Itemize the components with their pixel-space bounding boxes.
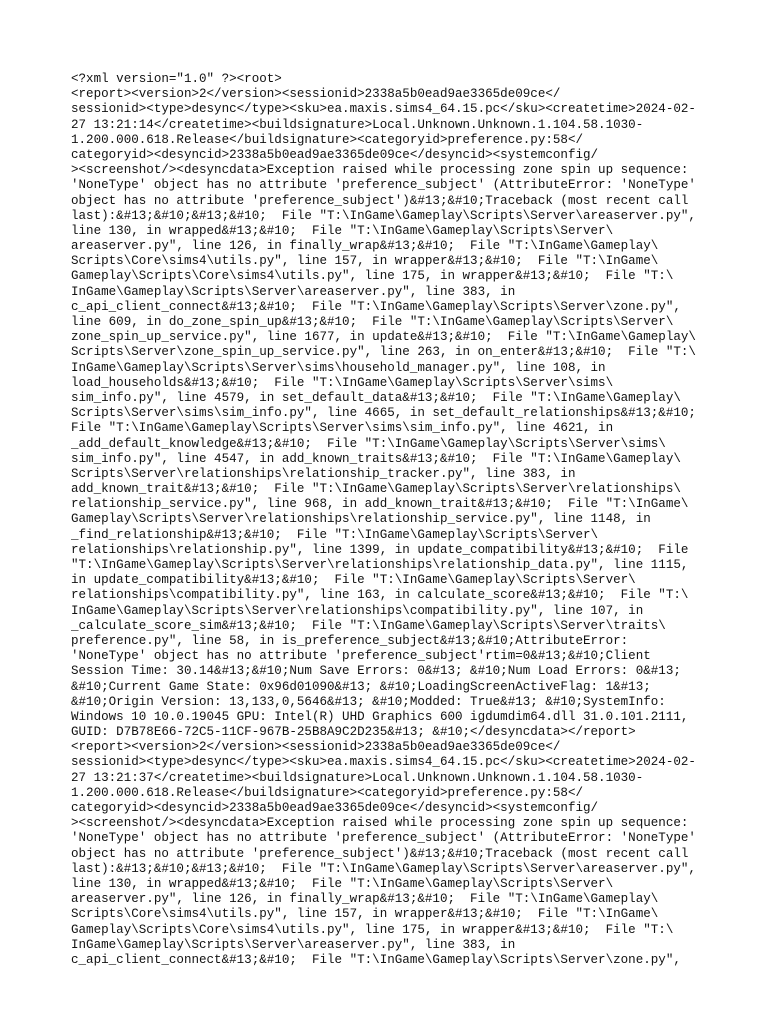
log-line: &#10;Current Game State: 0x96d01090&#13; &#10;LoadingScreenActiveFlag: 1&#13; xyxy=(71,679,651,694)
log-line: line 130, in wrapped&#13;&#10; File "T:\InGame\Gameplay\Scripts\Server\ xyxy=(71,876,614,891)
log-line: last):&#13;&#10;&#13;&#10; File "T:\InGame\Gameplay\Scripts\Server\areaserver.py", xyxy=(71,861,696,876)
log-line: ><screenshot/><desyncdata>Exception raised while processing zone spin up sequence: xyxy=(71,816,689,831)
log-line: relationship_service.py", line 968, in add_known_trait&#13;&#10; File "T:\InGame\ xyxy=(71,497,689,512)
log-line: Scripts\Core\sims4\utils.py", line 157, in wrapper&#13;&#10; File "T:\InGame\ xyxy=(71,254,659,269)
log-line: line 130, in wrapped&#13;&#10; File "T:\InGame\Gameplay\Scripts\Server\ xyxy=(71,223,614,238)
log-line: _find_relationship&#13;&#10; File "T:\InGame\Gameplay\Scripts\Server\ xyxy=(71,527,599,542)
log-line: object has no attribute 'preference_subject')&#13;&#10;Traceback (most recent call xyxy=(71,846,689,861)
log-line: Gameplay\Scripts\Server\relationships\relationship_service.py", line 1148, in xyxy=(71,512,651,527)
log-line: sessionid><type>desync</type><sku>ea.maxis.sims4_64.15.pc</sku><createtime>2024-02- xyxy=(71,755,696,770)
log-line: _add_default_knowledge&#13;&#10; File "T:\InGame\Gameplay\Scripts\Server\sims\ xyxy=(71,436,666,451)
log-line: <report><version>2</version><sessionid>2338a5b0ead9ae3365de09ce</ xyxy=(71,87,561,102)
log-text-block xyxy=(71,72,711,968)
log-line: 'NoneType' object has no attribute 'preference_subject' (AttributeError: 'NoneType' xyxy=(71,178,696,193)
log-line: load_households&#13;&#10; File "T:\InGame\Gameplay\Scripts\Server\sims\ xyxy=(71,375,614,390)
log-line: Gameplay\Scripts\Core\sims4\utils.py", line 175, in wrapper&#13;&#10; File "T:\ xyxy=(71,922,674,937)
log-line: sim_info.py", line 4547, in add_known_traits&#13;&#10; File "T:\InGame\Gameplay\ xyxy=(71,451,681,466)
log-line: 27 13:21:37</createtime><buildsignature>Local.Unknown.Unknown.1.104.58.1030- xyxy=(71,770,644,785)
log-line: File "T:\InGame\Gameplay\Scripts\Server\sims\sim_info.py", line 4621, in xyxy=(71,421,614,436)
log-line: categoryid><desyncid>2338a5b0ead9ae3365de09ce</desyncid><systemconfig/ xyxy=(71,147,599,162)
log-line: Scripts\Server\relationships\relationship_tracker.py", line 383, in xyxy=(71,466,576,481)
log-line: InGame\Gameplay\Scripts\Server\sims\household_manager.py", line 108, in xyxy=(71,360,606,375)
log-line: c_api_client_connect&#13;&#10; File "T:\InGame\Gameplay\Scripts\Server\zone.py", xyxy=(71,952,681,967)
log-line: last):&#13;&#10;&#13;&#10; File "T:\InGame\Gameplay\Scripts\Server\areaserver.py", xyxy=(71,208,696,223)
log-line: relationships\compatibility.py", line 163, in calculate_score&#13;&#10; File "T:\ xyxy=(71,588,689,603)
log-line: Gameplay\Scripts\Core\sims4\utils.py", line 175, in wrapper&#13;&#10; File "T:\ xyxy=(71,269,674,284)
log-line: 'NoneType' object has no attribute 'preference_subject'rtim=0&#13;&#10;Client xyxy=(71,649,651,664)
log-line: InGame\Gameplay\Scripts\Server\areaserver.py", line 383, in xyxy=(71,284,516,299)
log-line: 1.200.000.618.Release</buildsignature><categoryid>preference.py:58</ xyxy=(71,132,583,147)
log-line: zone_spin_up_service.py", line 1677, in update&#13;&#10; File "T:\InGame\Gameplay\ xyxy=(71,330,696,345)
log-line: preference.py", line 58, in is_preference_subject&#13;&#10;AttributeError: xyxy=(71,633,629,648)
log-line: sim_info.py", line 4579, in set_default_data&#13;&#10; File "T:\InGame\Gameplay\ xyxy=(71,390,681,405)
log-line: "T:\InGame\Gameplay\Scripts\Server\relationships\relationship_data.py", line 1115, xyxy=(71,558,689,572)
log-line: Scripts\Server\zone_spin_up_service.py", line 263, in on_enter&#13;&#10; File "T:\ xyxy=(71,345,696,360)
log-line: Scripts\Server\sims\sim_info.py", line 4665, in set_default_relationships&#13;&#10; xyxy=(71,406,696,421)
log-line: GUID: D7B78E66-72C5-11CF-967B-25B8A9C2D235&#13; &#10;</desyncdata></report> xyxy=(71,725,636,740)
log-line: areaserver.py", line 126, in finally_wrap&#13;&#10; File "T:\InGame\Gameplay\ xyxy=(71,892,659,907)
log-line: 'NoneType' object has no attribute 'preference_subject' (AttributeError: 'NoneType' xyxy=(71,831,696,846)
log-line: <?xml version="1.0" ?><root> xyxy=(71,72,282,86)
log-line: <report><version>2</version><sessionid>2338a5b0ead9ae3365de09ce</ xyxy=(71,740,561,755)
log-line: areaserver.py", line 126, in finally_wrap&#13;&#10; File "T:\InGame\Gameplay\ xyxy=(71,239,659,254)
log-line: object has no attribute 'preference_subject')&#13;&#10;Traceback (most recent call xyxy=(71,193,689,208)
log-line: 1.200.000.618.Release</buildsignature><categoryid>preference.py:58</ xyxy=(71,785,583,800)
log-line: InGame\Gameplay\Scripts\Server\areaserver.py", line 383, in xyxy=(71,937,516,952)
log-line: line 609, in do_zone_spin_up&#13;&#10; File "T:\InGame\Gameplay\Scripts\Server\ xyxy=(71,315,674,329)
log-line: relationships\relationship.py", line 1399, in update_compatibility&#13;&#10; File xyxy=(71,542,689,557)
log-line: Scripts\Core\sims4\utils.py", line 157, in wrapper&#13;&#10; File "T:\InGame\ xyxy=(71,907,659,922)
log-line: in update_compatibility&#13;&#10; File "T:\InGame\Gameplay\Scripts\Server\ xyxy=(71,573,636,588)
log-line: ><screenshot/><desyncdata>Exception raised while processing zone spin up sequence: xyxy=(71,163,689,178)
log-line: categoryid><desyncid>2338a5b0ead9ae3365de09ce</desyncid><systemconfig/ xyxy=(71,801,599,815)
log-line: Windows 10 10.0.19045 GPU: Intel(R) UHD Graphics 600 igdumdim64.dll 31.0.101.2111, xyxy=(71,709,689,724)
log-line: &#10;Origin Version: 13,133,0,5646&#13; &#10;Modded: True&#13; &#10;SystemInfo: xyxy=(71,694,666,709)
log-line: InGame\Gameplay\Scripts\Server\relationships\compatibility.py", line 107, in xyxy=(71,603,644,618)
log-line: sessionid><type>desync</type><sku>ea.maxis.sims4_64.15.pc</sku><createtime>2024-02- xyxy=(71,102,696,117)
log-line: Session Time: 30.14&#13;&#10;Num Save Errors: 0&#13; &#10;Num Load Errors: 0&#13; xyxy=(71,664,681,679)
log-line: _calculate_score_sim&#13;&#10; File "T:\InGame\Gameplay\Scripts\Server\traits\ xyxy=(71,618,666,633)
log-line: 27 13:21:14</createtime><buildsignature>Local.Unknown.Unknown.1.104.58.1030- xyxy=(71,117,644,132)
log-line: c_api_client_connect&#13;&#10; File "T:\InGame\Gameplay\Scripts\Server\zone.py", xyxy=(71,299,681,314)
log-line: add_known_trait&#13;&#10; File "T:\InGame\Gameplay\Scripts\Server\relationships\ xyxy=(71,482,681,497)
